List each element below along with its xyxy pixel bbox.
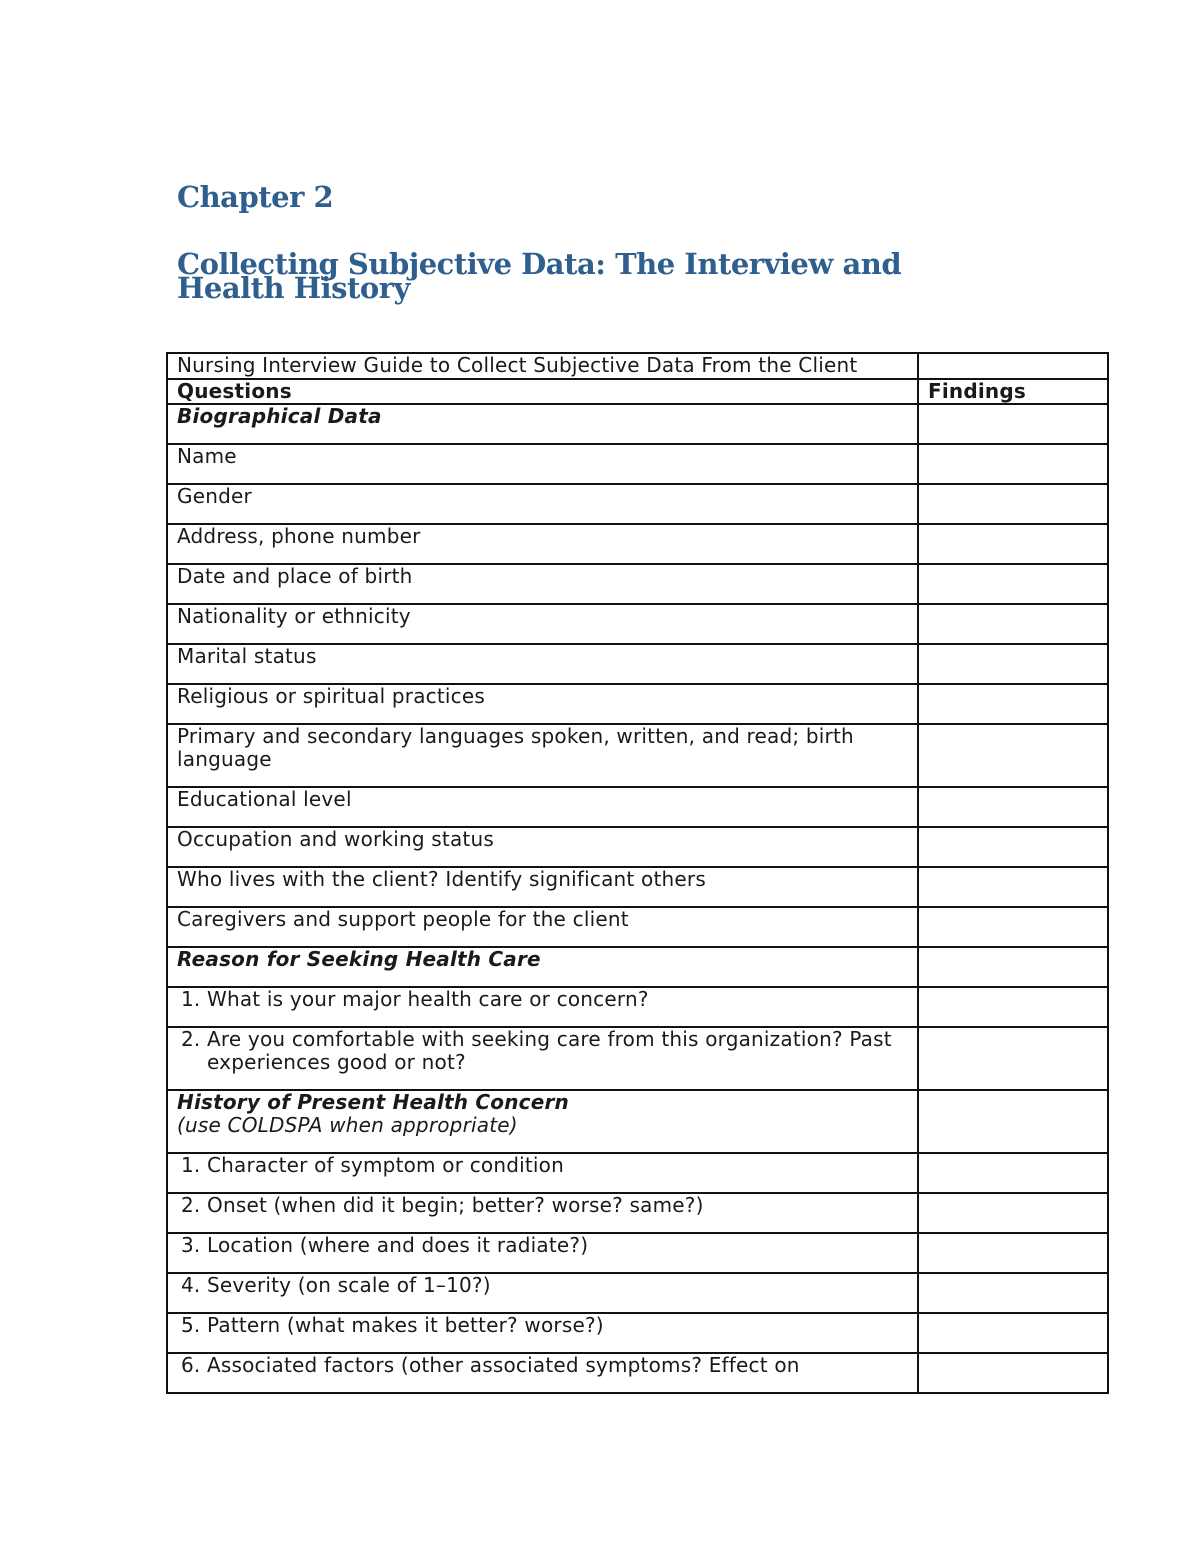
table-header-row: [167, 379, 1108, 404]
item-text: Associated factors (other associated symptoms? Effect on: [207, 1353, 800, 1377]
item-text: Onset (when did it begin; better? worse? same?): [207, 1193, 704, 1217]
findings-cell: [918, 724, 1108, 787]
question-cell: Marital status: [167, 644, 918, 684]
item-number: 6.: [181, 1353, 201, 1377]
table-row: [167, 1153, 1108, 1193]
findings-cell: [918, 444, 1108, 484]
question-cell: Name: [167, 444, 918, 484]
findings-header: Findings: [918, 379, 1108, 404]
findings-cell: [918, 1153, 1108, 1193]
table-row: [167, 787, 1108, 827]
question-cell: Occupation and working status: [167, 827, 918, 867]
table-row: [167, 827, 1108, 867]
question-cell: Date and place of birth: [167, 564, 918, 604]
question-cell: [167, 1353, 918, 1393]
table-row: [167, 907, 1108, 947]
table-caption: Nursing Interview Guide to Collect Subjective Data From the Client: [167, 353, 918, 379]
table-row: [167, 444, 1108, 484]
table-row: [167, 644, 1108, 684]
item-text: Severity (on scale of 1–10?): [207, 1273, 491, 1297]
section-heading-history: History of Present Health Concern: [177, 1090, 569, 1114]
findings-cell: [918, 1313, 1108, 1353]
table-caption-row: [167, 353, 1108, 379]
findings-cell: [918, 827, 1108, 867]
findings-cell: [918, 564, 1108, 604]
question-cell: Gender: [167, 484, 918, 524]
item-number: 5.: [181, 1313, 201, 1337]
item-text: What is your major health care or concern?: [207, 987, 649, 1011]
findings-cell: [918, 1273, 1108, 1313]
findings-cell: [918, 644, 1108, 684]
findings-cell: [918, 1193, 1108, 1233]
table-row: [167, 484, 1108, 524]
findings-cell: [918, 867, 1108, 907]
findings-cell: [918, 404, 1108, 444]
question-cell: Address, phone number: [167, 524, 918, 564]
findings-cell: [918, 524, 1108, 564]
findings-cell: [918, 947, 1108, 987]
table-row: [167, 1273, 1108, 1313]
section-heading-reason: Reason for Seeking Health Care: [177, 947, 541, 971]
findings-cell: [918, 484, 1108, 524]
question-cell: Caregivers and support people for the client: [167, 907, 918, 947]
question-cell: [167, 1153, 918, 1193]
question-cell: Who lives with the client? Identify significant others: [167, 867, 918, 907]
question-cell: Primary and secondary languages spoken, written, and read; birth language: [167, 724, 918, 787]
chapter-heading: Chapter 2: [177, 180, 334, 214]
findings-cell: [918, 1090, 1108, 1153]
findings-cell: [918, 604, 1108, 644]
item-text: Are you comfortable with seeking care from this organization? Past experiences good or not?: [207, 1027, 892, 1074]
document-title: Collecting Subjective Data: The Interview and Health History: [177, 247, 902, 305]
questions-header: Questions: [167, 379, 918, 404]
table-row: [167, 987, 1108, 1027]
findings-cell: [918, 1027, 1108, 1090]
table-row: [167, 524, 1108, 564]
question-cell: Religious or spiritual practices: [167, 684, 918, 724]
table-row: [167, 604, 1108, 644]
item-number: 1.: [181, 1153, 201, 1177]
section-row: [167, 947, 1108, 987]
table-row: [167, 1233, 1108, 1273]
table-row: [167, 1027, 1108, 1090]
table-row: [167, 684, 1108, 724]
question-cell: [167, 1313, 918, 1353]
caption-blank-cell: [918, 353, 1108, 379]
table-row: [167, 1313, 1108, 1353]
item-number: 3.: [181, 1233, 201, 1257]
question-cell: Educational level: [167, 787, 918, 827]
section-row: [167, 1090, 1108, 1153]
findings-cell: [918, 1233, 1108, 1273]
item-number: 4.: [181, 1273, 201, 1297]
item-text: Location (where and does it radiate?): [207, 1233, 589, 1257]
section-heading-biographical: Biographical Data: [177, 404, 382, 428]
table-row: [167, 724, 1108, 787]
findings-cell: [918, 684, 1108, 724]
item-number: 2.: [181, 1027, 201, 1051]
question-cell: [167, 987, 918, 1027]
section-row: [167, 404, 1108, 444]
item-text: Character of symptom or condition: [207, 1153, 564, 1177]
findings-cell: [918, 1353, 1108, 1393]
table-row: [167, 1193, 1108, 1233]
item-number: 2.: [181, 1193, 201, 1217]
question-cell: [167, 1193, 918, 1233]
question-cell: Nationality or ethnicity: [167, 604, 918, 644]
interview-guide-table: [166, 352, 1109, 1394]
item-number: 1.: [181, 987, 201, 1011]
question-cell: [167, 1233, 918, 1273]
findings-cell: [918, 987, 1108, 1027]
question-cell: [167, 1273, 918, 1313]
question-cell: [167, 1027, 918, 1090]
findings-cell: [918, 787, 1108, 827]
table-row: [167, 1353, 1108, 1393]
item-text: Pattern (what makes it better? worse?): [207, 1313, 604, 1337]
findings-cell: [918, 907, 1108, 947]
table-row: [167, 867, 1108, 907]
table-row: [167, 564, 1108, 604]
section-subheading-history: (use COLDSPA when appropriate): [177, 1113, 518, 1137]
